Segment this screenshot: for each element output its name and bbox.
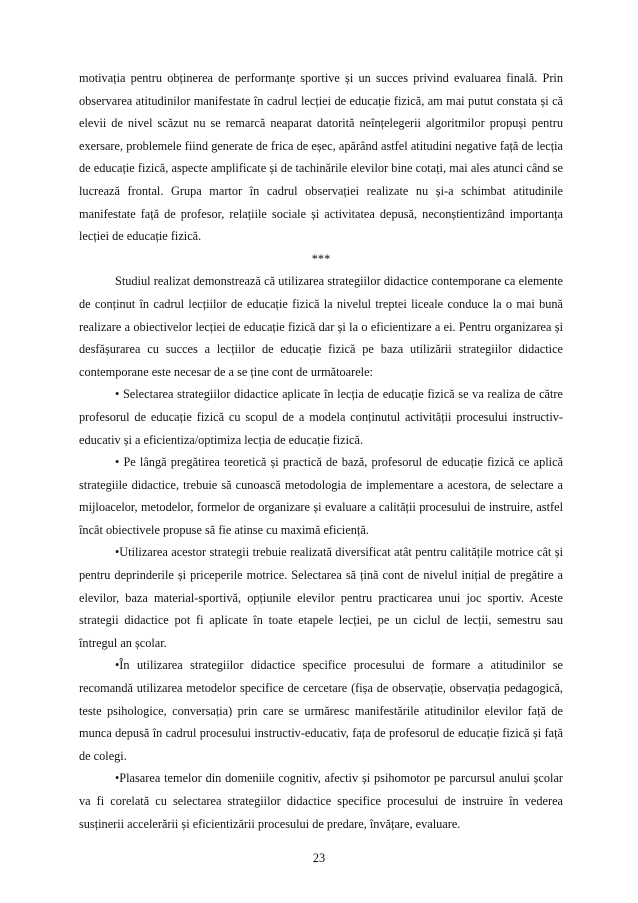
section-separator: *** — [311, 251, 331, 266]
bullet-theme-planning: •Plasarea temelor din domeniile cognitiv, afectiv și psihomotor pe parcursul anului școlar va fi corelată cu selectarea strategiilor didactice specifice procesului de instruire în vederea susținerii accelerării și eficientizării procesului de predare, învățare, evaluare. — [79, 771, 563, 831]
body-text — [79, 67, 563, 835]
paragraph-study-summary: Studiul realizat demonstrează că utilizarea strategiilor didactice contemporane ca elemente de conținut în cadrul lecțiilor de educație fizică la nivelul treptei liceale conduce la o mai bună realizare a obiectivelor lecției de educație fizică dar și la o eficientizare a ei. Pentru organizarea și desfășurarea cu succes a lecțiilor de educație fizică pe baza utilizării strategiilor didactice contemporane este necesar de a se ține cont de următoarele: — [79, 274, 563, 379]
page-number: 23 — [312, 851, 326, 865]
bullet-diversified-use: •Utilizarea acestor strategii trebuie realizată diversificat atât pentru calitățile motrice cât și pentru deprinderile și priceperile motrice. Selectarea să țină cont de nivelul inițial de pregătire a elevilor, baza material-sportivă, opțiunile elevilor pentru practicarea unui joc sportiv. Aceste strategii didactice pot fi aplicate în toate etapele lecției, pe un ciclul de lecții, semestru sau întregul an școlar. — [79, 545, 563, 650]
paragraph-continuation: motivația pentru obținerea de performanțe sportive și un succes privind evaluarea finală. Prin observarea atitudinilor manifestate în cadrul lecției de educație fizică, am mai putut constata și că elevii de nivel scăzut nu se remarcă neaparat datorită neînțelegerii algoritmilor propuși pentru exersare, problemele fiind generate de frica de eșec, apărând astfel atitudini negative față de lecția de educație fizică, aspecte amplificate și de tachinările elevilor bine cotați, mai ales atunci când se lucrează frontal. Grupa martor în cadrul observației realizate nu și-a schimbat atitudinile manifestate față de profesor, relațiile sociale și activitatea depusă, neconștientizând importanța lecției de educație fizică. — [79, 71, 563, 244]
bullet-strategy-selection: • Selectarea strategiilor didactice aplicate în lecția de educație fizică se va realiza de către profesorul de educație fizică cu scopul de a modela conținutul activității procesului instructiv-educativ și a eficientiza/optimiza lecția de educație fizică. — [79, 387, 563, 447]
bullet-research-methods: •În utilizarea strategiilor didactice specifice procesului de formare a atitudinilor se recomandă utilizarea metodelor specifice de cercetare (fișa de observație, observația pedagogică, teste psihologice, conversația) prin care se urmăresc manifestările atitudinilor elevilor față de munca depusă în cadrul procesului instructiv-educativ, fața de profesorul de educație fizică și față de colegi. — [79, 658, 563, 763]
bullet-teacher-preparation: • Pe lângă pregătirea teoretică și practică de bază, profesorul de educație fizică ce aplică strategiile didactice, trebuie să cunoască metodologia de implementare a acestora, de selectare a mijloacelor, metodelor, formelor de organizare și evaluare a calității procesului de instruire, astfel încât obiectivele propuse să fie atinse cu maximă eficiență. — [79, 455, 563, 537]
